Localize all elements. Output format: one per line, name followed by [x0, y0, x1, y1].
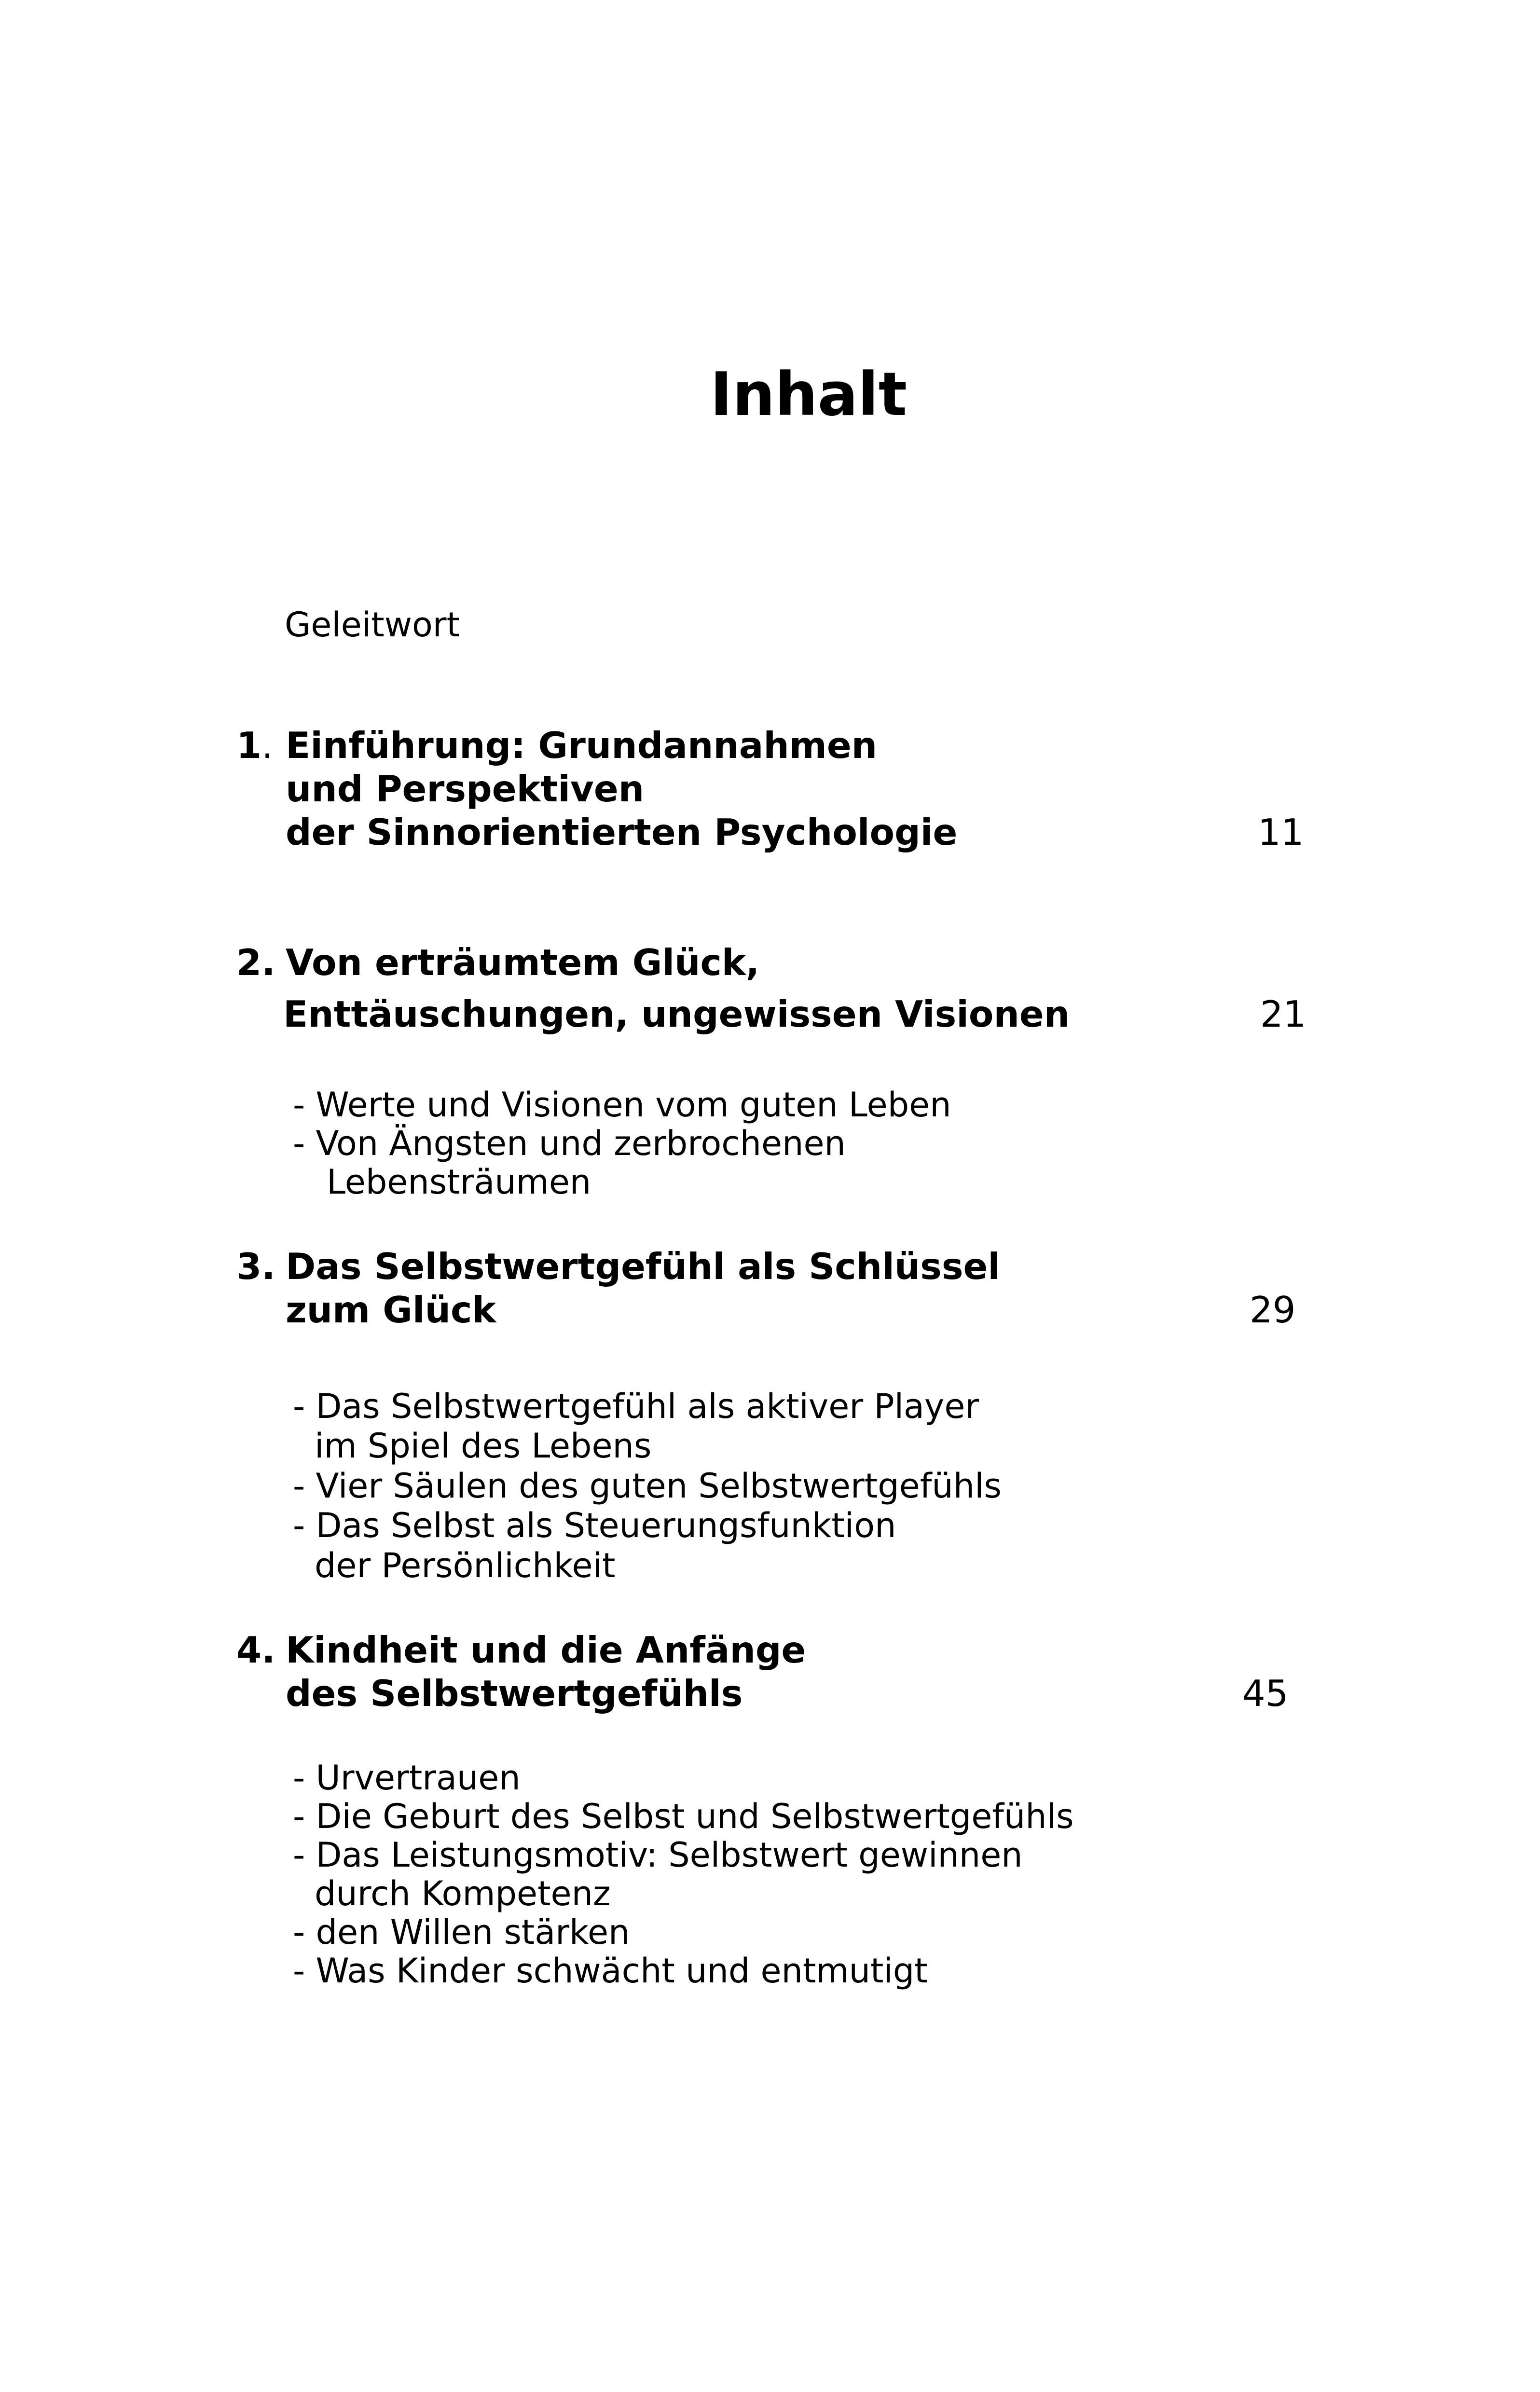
chapter-4-page-number: 45	[1242, 1672, 1289, 1715]
chapter-3-sub-2: - Vier Säulen des guten Selbstwertgefühls	[293, 1466, 1002, 1506]
chapter-2-title-line-2: Enttäuschungen, ungewissen Visionen	[283, 993, 1070, 1035]
chapter-2-sub-1: - Werte und Visionen vom guten Leben	[293, 1085, 951, 1125]
chapter-1-title-line-2: und Perspektiven	[286, 768, 645, 810]
chapter-4-sub-5: - Was Kinder schwächt und entmutigt	[293, 1951, 928, 1991]
chapter-4-sub-3-cont: durch Kompetenz	[315, 1874, 611, 1913]
chapter-3-sub-3: - Das Selbst als Steuerungsfunktion	[293, 1506, 896, 1545]
chapter-2-number: 2.	[236, 941, 275, 984]
chapter-3-title-line-1: Das Selbstwertgefühl als Schlüssel	[286, 1245, 1001, 1288]
chapter-4-title-line-1: Kindheit und die Anfänge	[286, 1629, 806, 1671]
chapter-4-sub-4: - den Willen stärken	[293, 1912, 630, 1952]
chapter-3-sub-1-cont: im Spiel des Lebens	[315, 1426, 652, 1466]
chapter-2-title-line-1: Von erträumtem Glück,	[286, 941, 760, 984]
chapter-3-page-number: 29	[1250, 1289, 1296, 1331]
chapter-1-page-number: 11	[1258, 811, 1304, 853]
chapter-2-sub-2-cont: Lebensträumen	[327, 1162, 591, 1202]
chapter-3-sub-3-cont: der Persönlichkeit	[315, 1546, 616, 1585]
toc-entry-geleitwort: Geleitwort	[285, 605, 460, 645]
chapter-4-sub-1: - Urvertrauen	[293, 1758, 521, 1798]
chapter-1-number: 1.	[236, 724, 274, 767]
chapter-3-number: 3.	[236, 1245, 275, 1288]
chapter-3-title-line-2: zum Glück	[286, 1289, 496, 1331]
chapter-4-number: 4.	[236, 1629, 275, 1671]
chapter-3-sub-1: - Das Selbstwertgefühl als aktiver Player	[293, 1387, 979, 1426]
chapter-1-title-line-1: Einführung: Grundannahmen	[286, 724, 878, 767]
chapter-2-page-number: 21	[1260, 993, 1306, 1035]
chapter-1-title-line-3: der Sinnorientierten Psychologie	[286, 811, 958, 853]
chapter-4-sub-3: - Das Leistungsmotiv: Selbstwert gewinnen	[293, 1835, 1023, 1875]
chapter-4-sub-2: - Die Geburt des Selbst und Selbstwertgefühls	[293, 1797, 1074, 1836]
chapter-4-title-line-2: des Selbstwertgefühls	[286, 1672, 743, 1715]
page-title: Inhalt	[710, 360, 908, 429]
chapter-2-sub-2: - Von Ängsten und zerbrochenen	[293, 1124, 846, 1163]
